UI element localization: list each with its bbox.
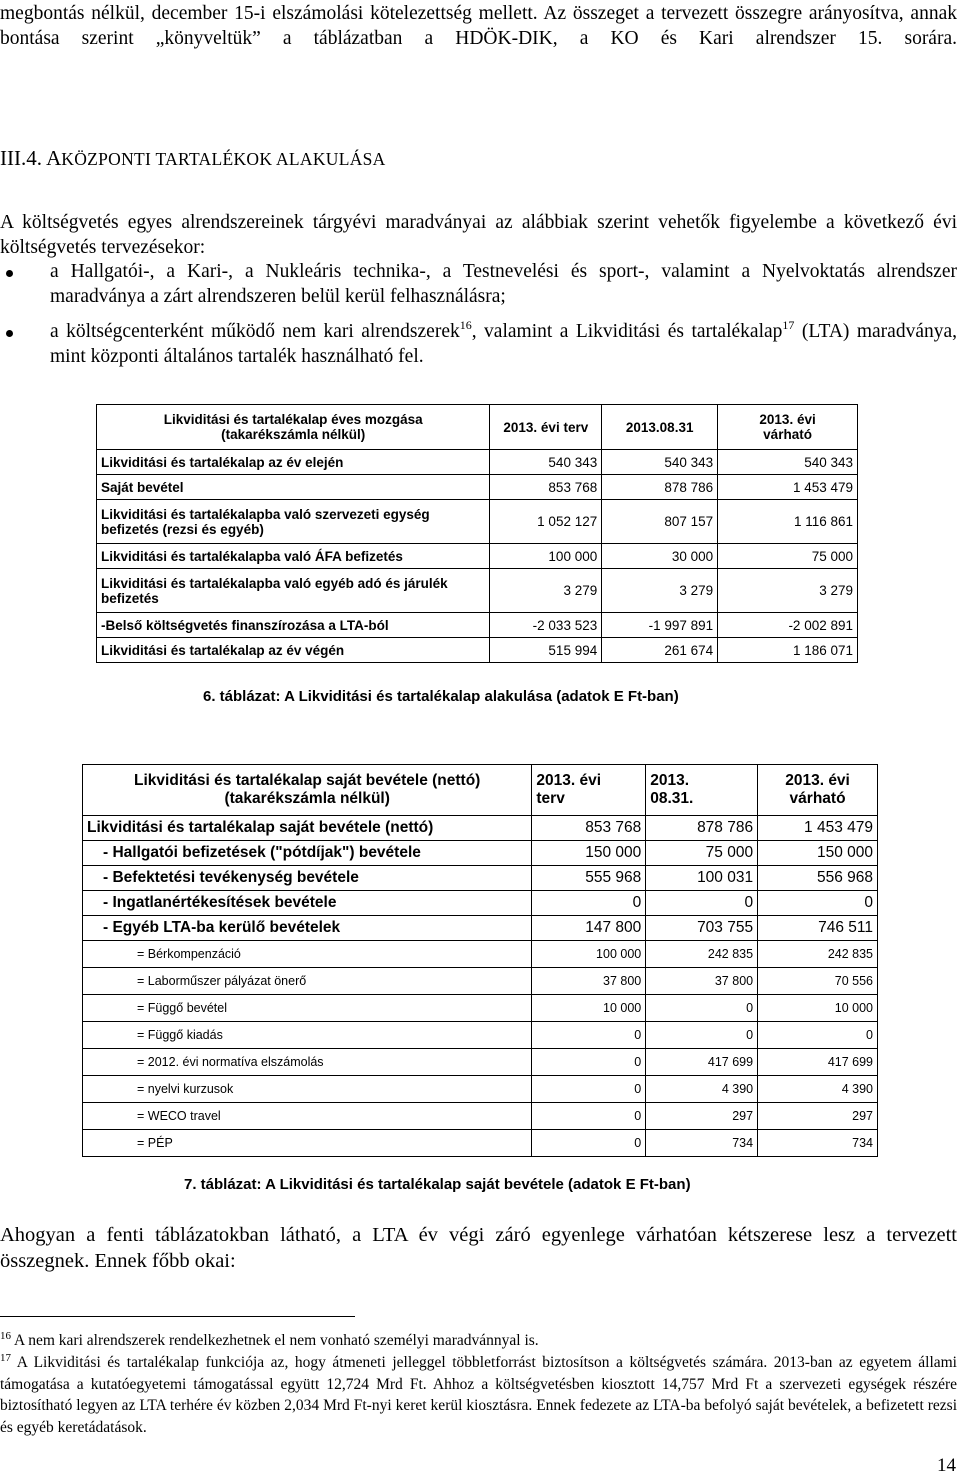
cell-plan: 0 [532,1130,646,1157]
cell-plan: 0 [532,1049,646,1076]
table-sub-row [83,1130,878,1157]
row-label: Saját bevétel [97,475,490,500]
table-row [97,569,858,613]
cell-actual: -1 997 891 [602,613,718,638]
cell-actual: 878 786 [646,816,758,841]
cell-expected: 150 000 [758,841,878,866]
cell-plan: 853 768 [532,816,646,841]
cell-actual: 417 699 [646,1049,758,1076]
table-header-row [97,405,858,450]
row-label: = 2012. évi normatíva elszámolás [83,1049,532,1076]
cell-plan: 0 [532,1076,646,1103]
table-row [83,916,878,941]
heading-title: KÖZPONTI TARTALÉKOK ALAKULÁSA [61,149,386,169]
cell-plan: 100 000 [490,544,602,569]
heading-number: III.4. [0,146,42,170]
cell-actual: 703 755 [646,916,758,941]
cell-plan: 37 800 [532,968,646,995]
cell-plan: 555 968 [532,866,646,891]
cell-plan: 853 768 [490,475,602,500]
row-label: = PÉP [83,1130,532,1157]
footnote-ref-17: 17 [782,318,795,332]
table-sub-row [83,968,878,995]
table-row [97,450,858,475]
cell-expected: 734 [758,1130,878,1157]
row-label: Likviditási és tartalékalapba való egyéb adó és járulék befizetés [97,569,490,613]
footnote-16: $^{16}$ A nem kari alrendszerek rendelkezhetnek el nem vonható személyi maradvánnyal is. [0,1330,539,1349]
bullet-text: a költségcenterként működő nem kari alrendszerek$^{16}$, valamint a Likviditási és tartalékalap$^{17}$ (LTA) maradványa, mint központi általános tartalék használható fel. [50,318,958,367]
table-row [97,544,858,569]
cell-actual: 878 786 [602,475,718,500]
cell-expected: 75 000 [718,544,858,569]
table-sub-row [83,941,878,968]
bullet-dot-icon [6,270,13,277]
heading-initial: A [46,146,62,170]
cell-plan: 147 800 [532,916,646,941]
row-label: = Függő kiadás [83,1022,532,1049]
table-header-col3: 2013. évi várható [718,405,858,450]
bullet-item-1 [0,260,957,310]
cell-plan: 1 052 127 [490,500,602,544]
body-paragraph: A költségvetés egyes alrendszereinek tárgyévi maradványai az alábbiak szerint vehetők figyelembe a következő évi költségvetés tervezésekor: [0,212,957,258]
table-row [97,500,858,544]
closing-paragraph: Ahogyan a fenti táblázatokban látható, a LTA év végi záró egyenlege várhatóan kétszerese lesz a tervezett összegnek. Ennek főbb okai: [0,1224,957,1272]
cell-actual: 75 000 [646,841,758,866]
table-row [83,891,878,916]
section-heading [0,146,386,171]
table-row [97,638,858,663]
cell-expected: -2 002 891 [718,613,858,638]
table-row [97,475,858,500]
row-label: Likviditási és tartalékalap saját bevétele (nettó) [83,816,532,841]
cell-expected: 242 835 [758,941,878,968]
bullet-dot-icon [6,330,13,337]
lta-movement-table [96,404,858,663]
row-label: Likviditási és tartalékalapba való ÁFA befizetés [97,544,490,569]
footnote-separator [0,1316,355,1317]
cell-actual: 0 [646,891,758,916]
cell-actual: 4 390 [646,1076,758,1103]
table-header-col1: 2013. évi terv [490,405,602,450]
table-caption-7: 7. táblázat: A Likviditási és tartalékalap saját bevétele (adatok E Ft-ban) [184,1176,691,1193]
table-row [83,816,878,841]
cell-plan: 10 000 [532,995,646,1022]
cell-expected: 1 186 071 [718,638,858,663]
cell-actual: 242 835 [646,941,758,968]
row-label: - Egyéb LTA-ba kerülő bevételek [83,916,532,941]
cell-expected: 297 [758,1103,878,1130]
table-header-col1: 2013. évi terv [532,765,646,816]
cell-expected: 417 699 [758,1049,878,1076]
row-label: = Bérkompenzáció [83,941,532,968]
bullet-item-2 [0,320,957,370]
cell-expected: 556 968 [758,866,878,891]
cell-actual: 297 [646,1103,758,1130]
table-header-col2: 2013. 08.31. [646,765,758,816]
cell-plan: 515 994 [490,638,602,663]
bullet-text: a Hallgatói-, a Kari-, a Nukleáris technika-, a Testnevelési és sport-, valamint a Nyelvoktatás alrendszer maradványa a zárt alrendszeren belül kerül felhasználásra; [50,261,957,307]
cell-expected: 0 [758,1022,878,1049]
cell-actual: 30 000 [602,544,718,569]
cell-plan: 0 [532,891,646,916]
row-label: - Befektetési tevékenység bevétele [83,866,532,891]
table-sub-row [83,1103,878,1130]
row-label: = Laborműszer pályázat önerő [83,968,532,995]
cell-actual: 807 157 [602,500,718,544]
lta-own-revenue-table [82,764,878,1157]
footnote-17: $^{17}$ A Likviditási és tartalékalap funkciója az, hogy átmeneti jelleggel többletforrást biztosítson a költségvetés számára. 2013-ban az egyetem állami támogatása a kutatóegyetemi támogatással együtt 12,724 Mrd Ft. Ahhoz a költségvetésben kiosztott 14,757 Mrd Ft a szervezeti egységek részére biztosítható legyen az LTA terhére év közben 2,034 Mrd Ft-nyi keret kerül kiosztásra. Ennek fedezete az LTA-ba befolyó saját bevételek, a befizetett rezsi és egyéb keretádatások. [0,1352,957,1436]
cell-actual: 100 031 [646,866,758,891]
row-label: - Ingatlanértékesítések bevétele [83,891,532,916]
cell-expected: 540 343 [718,450,858,475]
table-sub-row [83,995,878,1022]
table-sub-row [83,1022,878,1049]
cell-plan: 0 [532,1022,646,1049]
row-label: = Függő bevétel [83,995,532,1022]
row-label: = WECO travel [83,1103,532,1130]
cell-expected: 1 453 479 [718,475,858,500]
table-header-label: Likviditási és tartalékalap éves mozgása (takarékszámla nélkül) [97,405,490,450]
cell-expected: 1 116 861 [718,500,858,544]
row-label: - Hallgatói befizetések ("pótdíjak") bevétele [83,841,532,866]
cell-expected: 4 390 [758,1076,878,1103]
table-sub-row [83,1049,878,1076]
table-row [97,613,858,638]
cell-expected: 1 453 479 [758,816,878,841]
cell-plan: 100 000 [532,941,646,968]
cell-plan: 3 279 [490,569,602,613]
cell-actual: 3 279 [602,569,718,613]
cell-actual: 0 [646,1022,758,1049]
page-number: 14 [937,1455,956,1476]
row-label: Likviditási és tartalékalapba való szervezeti egység befizetés (rezsi és egyéb) [97,500,490,544]
cell-plan: 0 [532,1103,646,1130]
table-row [83,866,878,891]
table-header-label: Likviditási és tartalékalap saját bevétele (nettó) (takarékszámla nélkül) [83,765,532,816]
cell-actual: 261 674 [602,638,718,663]
cell-actual: 37 800 [646,968,758,995]
table-sub-row [83,1076,878,1103]
table-row [83,841,878,866]
table-caption-6: 6. táblázat: A Likviditási és tartalékalap alakulása (adatok E Ft-ban) [203,688,679,705]
cell-plan: 540 343 [490,450,602,475]
footnote-ref-16: 16 [459,318,472,332]
cell-plan: -2 033 523 [490,613,602,638]
cell-plan: 150 000 [532,841,646,866]
cell-expected: 70 556 [758,968,878,995]
intro-paragraph: megbontás nélkül, december 15-i elszámolási kötelezettség mellett. Az összeget a tervezett összegre arányosítva, annak bontása szerint „könyveltük” a táblázatban a HDÖK-DIK, a KO és Kari alrendszer 15. sorára. [0,3,957,49]
table-header-col2: 2013.08.31 [602,405,718,450]
row-label: -Belső költségvetés finanszírozása a LTA-ból [97,613,490,638]
row-label: Likviditási és tartalékalap az év végén [97,638,490,663]
table-header-row [83,765,878,816]
cell-actual: 540 343 [602,450,718,475]
cell-actual: 0 [646,995,758,1022]
row-label: Likviditási és tartalékalap az év elején [97,450,490,475]
cell-expected: 0 [758,891,878,916]
cell-expected: 3 279 [718,569,858,613]
cell-expected: 10 000 [758,995,878,1022]
table-header-col3: 2013. évi várható [758,765,878,816]
cell-actual: 734 [646,1130,758,1157]
row-label: = nyelvi kurzusok [83,1076,532,1103]
cell-expected: 746 511 [758,916,878,941]
